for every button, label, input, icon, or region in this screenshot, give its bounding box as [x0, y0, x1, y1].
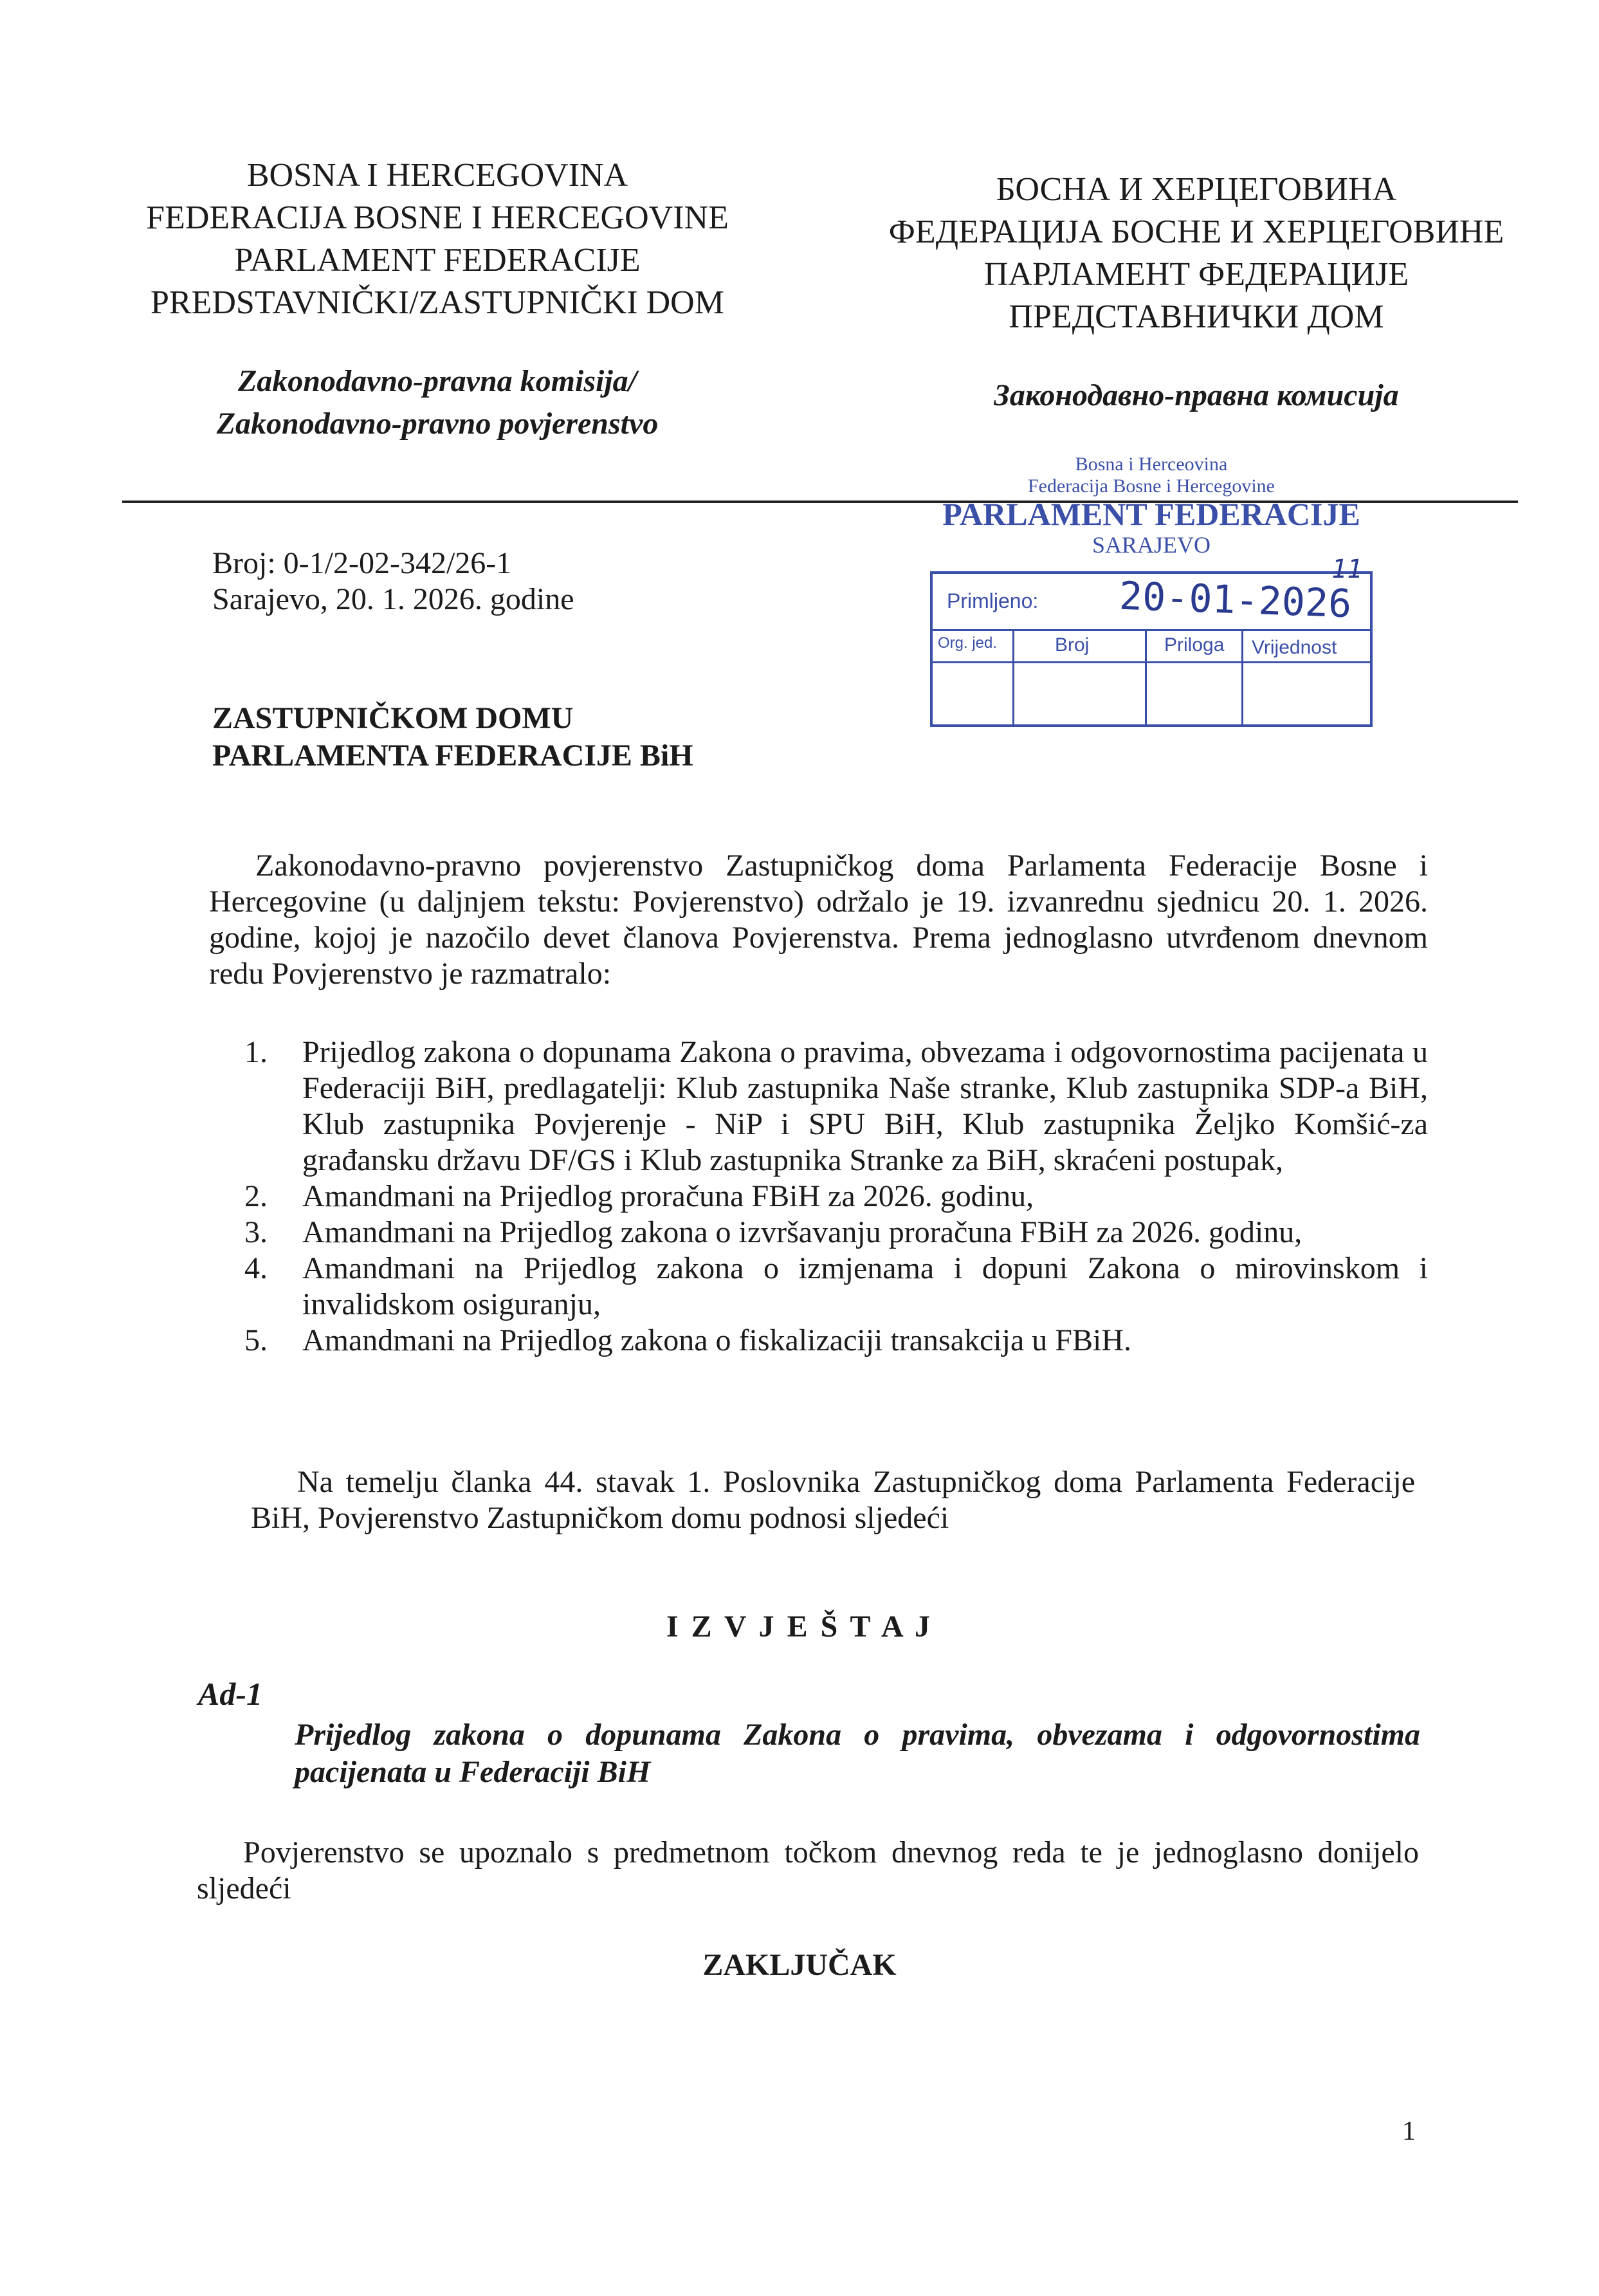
addressee: [212, 700, 920, 775]
commission-name-left: Zakonodavno-pravno povjerenstvo: [216, 407, 659, 441]
intro-paragraph: Zakonodavno-pravno povjerenstvo Zastupničkog doma Parlamenta Federacije Bosne i Hercegovine (u daljnjem tekstu: Povjerenstvo) održalo je 19. izvanrednu sjednicu 20. 1. 2026. godine, kojoj je nazočilo devet članova Povjerenstva. Prema jednoglasno utvrđenom dnevnom redu Povjerenstvo je razmatralo:: [209, 849, 1428, 991]
agenda-item-text: Amandmani na Prijedlog zakona o fiskalizaciji transakcija u FBiH.: [302, 1323, 1131, 1357]
agenda-item-text: Amandmani na Prijedlog zakona o izmjenama i dopuni Zakona o mirovinskom i invalidskom osiguranju,: [302, 1251, 1428, 1321]
stamp-line: PARLAMENT FEDERACIJE: [942, 496, 1360, 532]
agenda-item-number: 3.: [244, 1215, 268, 1249]
stamp-received-label: Primljeno:: [947, 589, 1039, 612]
reference-place-date: Sarajevo, 20. 1. 2026. godine: [212, 582, 574, 616]
agenda-item-text: Amandmani na Prijedlog proračuna FBiH za 2026. godinu,: [302, 1179, 1034, 1213]
report-title: I Z V J E Š T A J: [666, 1610, 933, 1644]
header-left: [129, 154, 746, 445]
stamp-received-date: 20-01-2026: [1118, 573, 1353, 627]
stamp-row-divider: [933, 661, 1370, 663]
stamp-line: SARAJEVO: [1092, 532, 1211, 558]
header-right: [875, 169, 1518, 417]
ad1-paragraph: Povjerenstvo se upoznalo s predmetnom točkom dnevnog reda te je jednoglasno donijelo sljedeći: [197, 1835, 1419, 1906]
stamp-column-divider: [1241, 629, 1243, 724]
reference-number: Broj: 0-1/2-02-342/26-1: [212, 546, 512, 580]
stamp-column-divider: [1012, 629, 1014, 724]
agenda-item-text: Prijedlog zakona o dopunama Zakona o pravima, obvezama i odgovornostima pacijenata u Federaciji BiH, predlagatelji: Klub zastupnika Naše stranke, Klub zastupnika SDP-a BiH, Klub zastupnika Povjerenje - NiP i SPU BiH, Klub zastupnika Željko Komšić-za građansku državu DF/GS i Klub zastupnika Stranke za BiH, skraćeni postupak,: [302, 1035, 1428, 1177]
agenda-item: [244, 1034, 1428, 1179]
agenda-item-number: 1.: [244, 1035, 268, 1069]
stamp-col-priloga: Priloga: [1164, 634, 1225, 656]
header-left-line: PREDSTAVNIČKI/ZASTUPNIČKI DOM: [151, 284, 724, 321]
agenda-item-number: 4.: [244, 1251, 268, 1285]
header-right-line: ФЕДЕРАЦИЈА БОСНЕ И ХЕРЦЕГОВИНЕ: [888, 214, 1504, 250]
stamp-col-vrijednost: Vrijednost: [1252, 637, 1337, 658]
agenda-item: [244, 1251, 1428, 1323]
basis-paragraph: Na temelju članka 44. stavak 1. Poslovnika Zastupničkog doma Parlamenta Federacije BiH, Povjerenstvo Zastupničkom domu podnosi sljedeći: [251, 1465, 1415, 1535]
reference-block: [212, 546, 855, 618]
page-number: 1: [1402, 2117, 1416, 2146]
agenda-item: [244, 1179, 1428, 1215]
agenda-list: [244, 1034, 1428, 1359]
addressee-line: ZASTUPNIČKOM DOMU: [212, 701, 574, 735]
agenda-item-number: 5.: [244, 1323, 268, 1357]
received-stamp: [926, 454, 1376, 559]
stamp-handwritten-mark: 11: [1331, 555, 1363, 584]
commission-name-left: Zakonodavno-pravna komisija/: [237, 364, 637, 398]
stamp-line: Bosna i Herceovina: [1075, 454, 1228, 475]
ad1-title: Prijedlog zakona o dopunama Zakona o pravima, obvezama i odgovornostima pacijenata u Federaciji BiH: [295, 1718, 1420, 1789]
stamp-column-divider: [1145, 629, 1147, 724]
header-left-line: BOSNA I HERCEGOVINA: [246, 157, 628, 194]
header-left-line: PARLAMENT FEDERACIJE: [234, 242, 641, 279]
stamp-row-divider: [933, 629, 1370, 631]
header-left-line: FEDERACIJA BOSNE I HERCEGOVINE: [146, 199, 729, 236]
stamp-table: [930, 555, 1373, 727]
stamp-col-org: Org. jed.: [938, 634, 998, 652]
agenda-item-text: Amandmani na Prijedlog zakona o izvršavanju proračuna FBiH za 2026. godinu,: [302, 1215, 1302, 1249]
header-right-line: ПАРЛАМЕНТ ФЕДЕРАЦИЈЕ: [983, 256, 1409, 293]
commission-name-right: Законодавно-правна комисија: [994, 378, 1399, 412]
addressee-line: PARLAMENTA FEDERACIJE BiH: [212, 739, 693, 773]
header-right-line: БОСНА И ХЕРЦЕГОВИНА: [996, 171, 1397, 208]
stamp-col-broj: Broj: [1055, 634, 1090, 656]
header-right-line: ПРЕДСТАВНИЧКИ ДОМ: [1009, 298, 1384, 335]
agenda-item: [244, 1323, 1428, 1359]
agenda-item: [244, 1215, 1428, 1251]
ad1-label: Ad-1: [198, 1676, 262, 1712]
stamp-line: Federacija Bosne i Hercegovine: [1027, 475, 1275, 497]
conclusion-title: ZAKLJUČAK: [702, 1948, 897, 1982]
agenda-item-number: 2.: [244, 1179, 268, 1213]
